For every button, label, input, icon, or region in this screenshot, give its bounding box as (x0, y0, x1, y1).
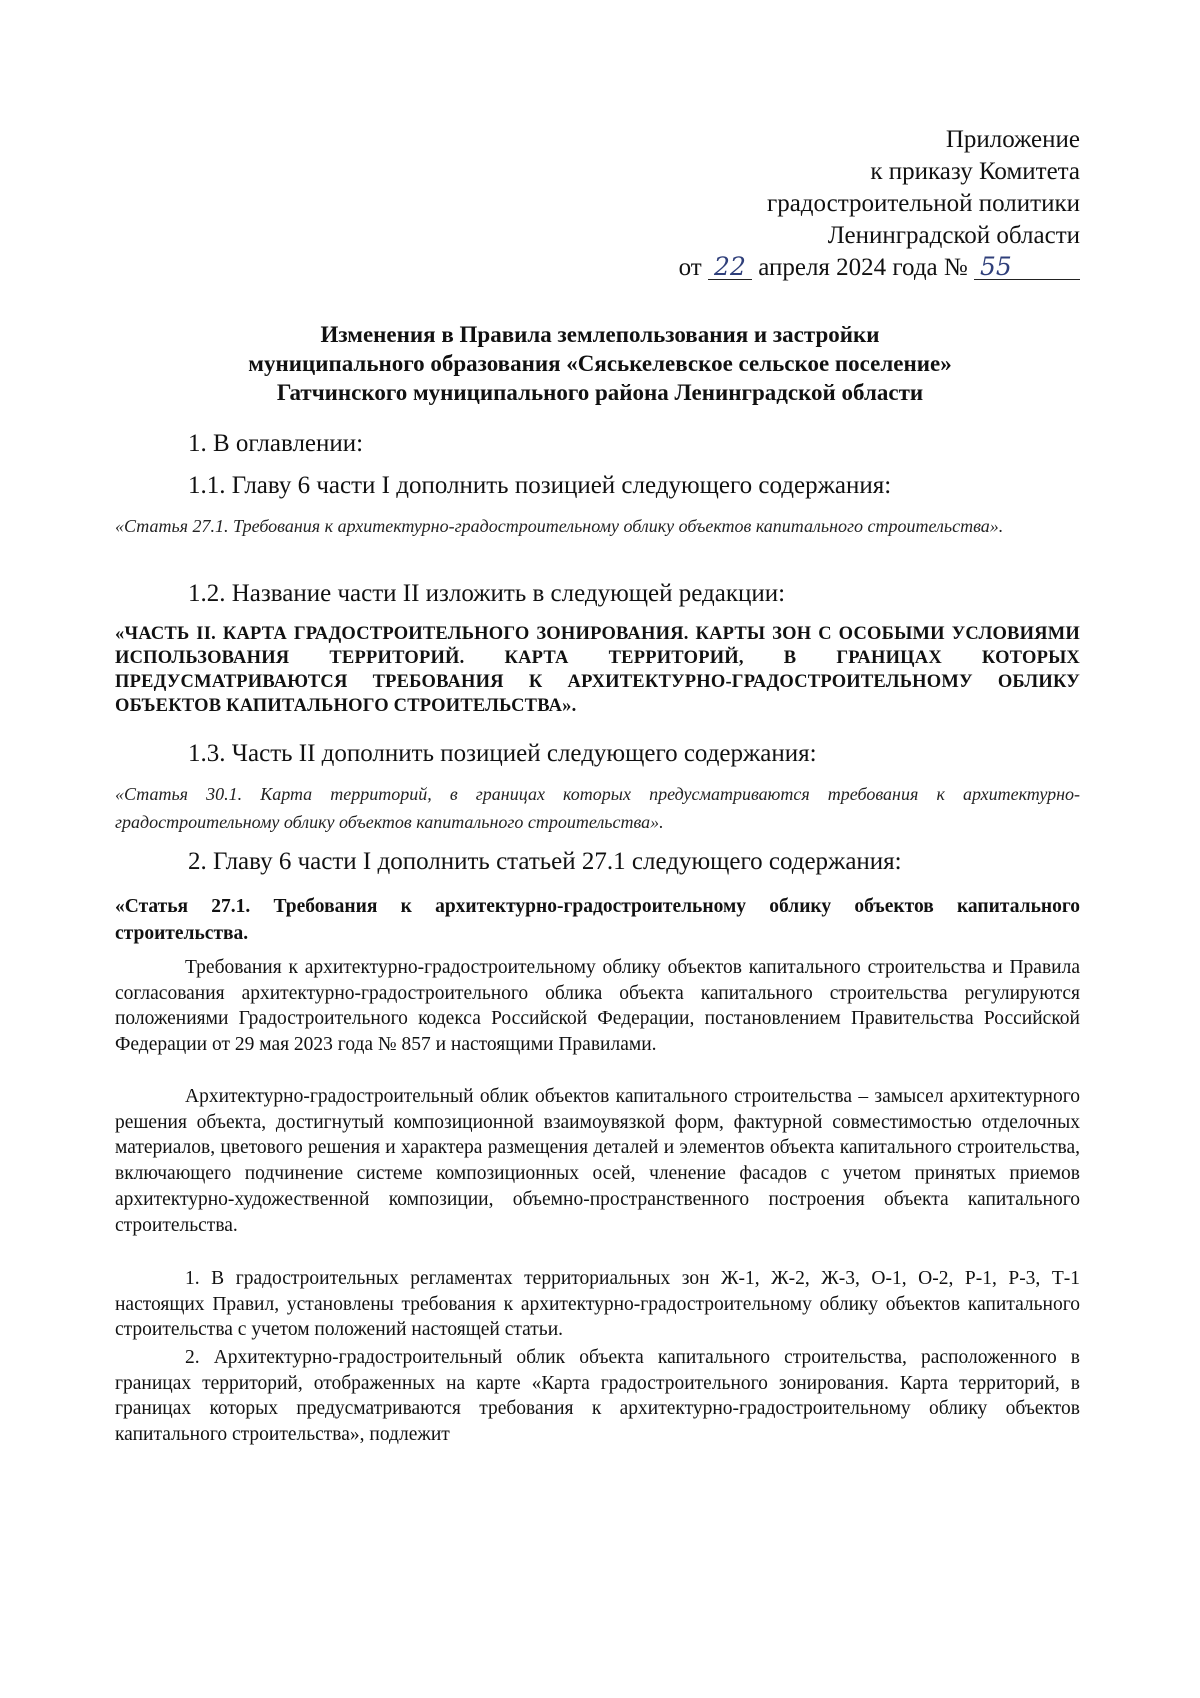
date-prefix: от (678, 254, 702, 281)
body-paragraph-2 (115, 1084, 1080, 1238)
article-27-1-heading: «Статья 27.1. Требования к архитектурно-градостроительному облику объектов капитального строительства. (115, 896, 1080, 944)
section-1-2-text: «ЧАСТЬ II. КАРТА ГРАДОСТРОИТЕЛЬНОГО ЗОНИРОВАНИЯ. КАРТЫ ЗОН С ОСОБЫМИ УСЛОВИЯМИ ИСПОЛЬЗОВАНИЯ ТЕРРИТОРИЙ. КАРТА ТЕРРИТОРИЙ, В ГРАНИЦАХ КОТОРЫХ ПРЕДУСМАТРИВАЮТСЯ ТРЕБОВАНИЯ К АРХИТЕКТУРНО-ГРАДОСТРОИТЕЛЬНОМУ ОБЛИКУ ОБЪЕКТОВ КАПИТАЛЬНОГО СТРОИТЕЛЬСТВА». (115, 624, 1080, 716)
handwritten-day: 22 (708, 255, 752, 280)
body-paragraph-4-text: 2. Архитектурно-градостроительный облик объекта капитального строительства, расположенного в границах территорий, отображенных на карте «Карта градостроительного зонирования. Карта территорий, в границах которых предусматриваются требования к архитектурно-градостроительному облику объектов капитального строительства», подлежит (115, 1347, 1080, 1446)
body-paragraph-3-text: 1. В градостроительных регламентах территориальных зон Ж-1, Ж-2, Ж-3, О-1, О-2, Р-1, Р-3, Т-1 настоящих Правил, установлены требования к архитектурно-градостроительному облику объектов капитального строительства с учетом положений настоящей статьи. (115, 1268, 1080, 1341)
section-2-heading: 2. Главу 6 части I дополнить статьей 27.1 следующего содержания: (188, 848, 902, 875)
body-paragraph-1-text: Требования к архитектурно-градостроительному облику объектов капитального строительства и Правила согласования архитектурно-градостроительного облика объекта капитального строительства регулируются положениями Градостроительного кодекса Российской Федерации, постановлением Правительства Российской Федерации от 29 мая 2023 года № 857 и настоящими Правилами. (115, 957, 1080, 1056)
section-1-1-text: «Статья 27.1. Требования к архитектурно-градостроительному облику объектов капитального строительства». (115, 516, 1004, 536)
appendix-header (679, 124, 1080, 284)
section-1-3-text: «Статья 30.1. Карта территорий, в границах которых предусматриваются требования к архитектурно-градостроительному облику объектов капитального строительства». (115, 784, 1080, 832)
body-paragraph-1 (115, 955, 1080, 1058)
body-paragraph-3 (115, 1266, 1080, 1343)
title-line-2: муниципального образования «Сяськелевское сельское поселение» (248, 351, 952, 376)
handwritten-doc-number: 55 (974, 255, 1080, 280)
section-1-3-heading: 1.3. Часть II дополнить позицией следующего содержания: (188, 740, 817, 767)
header-line-committee: градостроительной политики (766, 190, 1080, 217)
section-1-heading: 1. В оглавлении: (188, 430, 364, 457)
section-1-1-heading: 1.1. Главу 6 части I дополнить позицией следующего содержания: (188, 472, 892, 499)
header-line-region: Ленинградской области (827, 222, 1080, 249)
date-rest: апреля 2024 года № (758, 254, 968, 281)
body-paragraph-4 (115, 1345, 1080, 1448)
header-line-appendix: Приложение (945, 126, 1080, 153)
body-paragraph-2-text: Архитектурно-градостроительный облик объектов капитального строительства – замысел архитектурного решения объекта, достигнутый композиционной взаимоувязкой форм, фактурной совместимостью отделочных материалов, цветового решения и характера размещения деталей и элементов объекта капитального строительства, включающего подчинение системе композиционных осей, членение фасадов с учетом принятых приемов архитектурно-художественной композиции, объемно-пространственного построения объекта капитального строительства. (115, 1086, 1080, 1236)
header-date-line (679, 252, 1080, 284)
header-line-order: к приказу Комитета (870, 158, 1080, 185)
title-line-3: Гатчинского муниципального района Ленинградской области (276, 380, 924, 405)
document-title (120, 320, 1080, 407)
section-1-2-heading: 1.2. Название части II изложить в следующей редакции: (188, 580, 786, 607)
title-line-1: Изменения в Правила землепользования и застройки (320, 322, 880, 347)
